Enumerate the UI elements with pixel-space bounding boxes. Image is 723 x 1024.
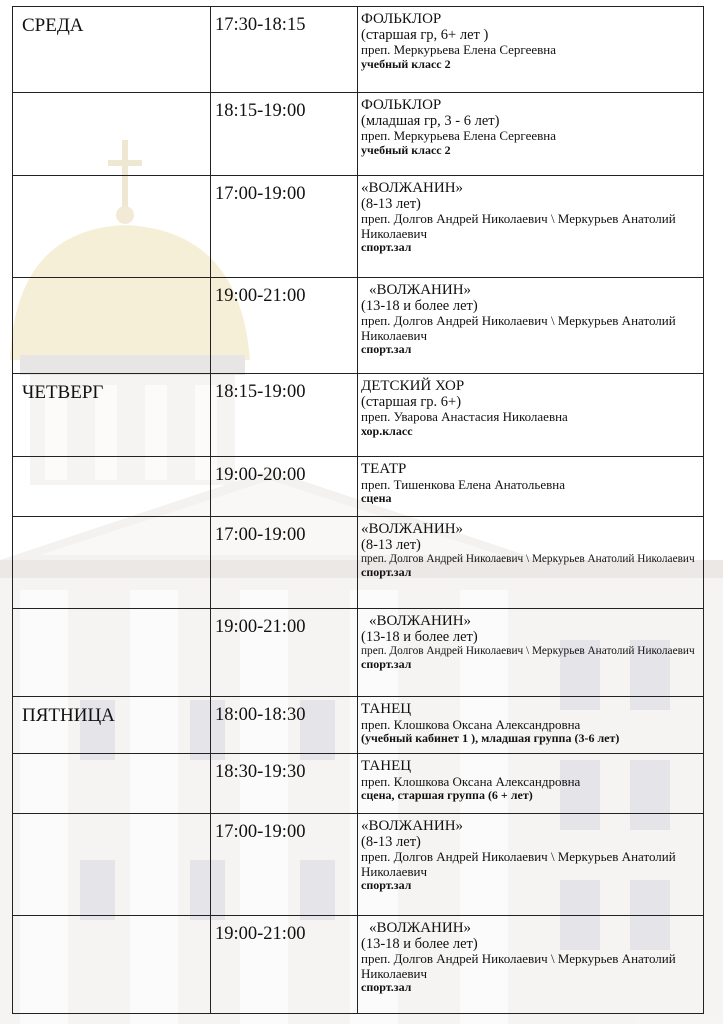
class-age: (13-18 и более лет) bbox=[361, 935, 478, 952]
time-cell bbox=[211, 7, 358, 93]
class-age: (8-13 лет) bbox=[361, 536, 421, 553]
day-label-friday: ПЯТНИЦА bbox=[22, 705, 115, 726]
class-title: «ВОЛЖАНИН» bbox=[369, 920, 472, 936]
table-row bbox=[13, 457, 704, 517]
class-room: учебный класс 2 bbox=[361, 142, 451, 157]
table-row bbox=[13, 517, 704, 609]
class-teacher: преп. Меркурьева Елена Сергеевна bbox=[361, 42, 556, 58]
class-teacher: преп. Уварова Анастасия Николаевна bbox=[361, 409, 568, 425]
class-teacher: преп. Долгов Андрей Николаевич \ Меркурьев Анатолий Николаевич bbox=[361, 211, 676, 241]
class-info-cell bbox=[358, 697, 704, 754]
class-age: (13-18 и более лет) bbox=[361, 297, 478, 314]
class-teacher: преп. Меркурьева Елена Сергеевна bbox=[361, 128, 556, 144]
class-info-cell bbox=[358, 814, 704, 916]
class-room: хор.класс bbox=[361, 423, 413, 438]
class-title: «ВОЛЖАНИН» bbox=[361, 180, 464, 196]
table-row bbox=[13, 697, 704, 754]
class-age: (13-18 и более лет) bbox=[361, 628, 478, 645]
class-info-cell bbox=[358, 278, 704, 374]
class-info-cell bbox=[358, 93, 704, 176]
class-title: ТАНЕЦ bbox=[361, 701, 412, 717]
class-age: (старшая гр, 6+ лет ) bbox=[361, 26, 489, 43]
class-room: (учебный кабинет 1 ), младшая группа (3-6 лет) bbox=[361, 730, 620, 745]
time-slot: 19:00-21:00 bbox=[215, 286, 306, 306]
day-cell bbox=[13, 7, 211, 93]
class-teacher: преп. Долгов Андрей Николаевич \ Меркурьев Анатолий Николаевич bbox=[361, 553, 695, 566]
class-teacher: преп. Клошкова Оксана Александровна bbox=[361, 773, 581, 789]
class-room: сцена, старшая группа (6 + лет) bbox=[361, 787, 533, 802]
day-cell bbox=[13, 754, 211, 814]
class-title: ДЕТСКИЙ ХОР bbox=[361, 378, 465, 394]
class-info-cell bbox=[358, 457, 704, 517]
time-slot: 18:30-19:30 bbox=[215, 762, 306, 782]
table-row bbox=[13, 278, 704, 374]
time-slot: 17:00-19:00 bbox=[215, 822, 306, 842]
time-slot: 18:15-19:00 bbox=[215, 101, 306, 121]
time-cell bbox=[211, 916, 358, 1014]
class-teacher: преп. Долгов Андрей Николаевич \ Меркурьев Анатолий Николаевич bbox=[361, 645, 695, 658]
class-room: учебный класс 2 bbox=[361, 56, 451, 71]
day-cell bbox=[13, 278, 211, 374]
time-slot: 19:00-21:00 bbox=[215, 924, 306, 944]
time-cell bbox=[211, 609, 358, 697]
class-age: (младшая гр, 3 - 6 лет) bbox=[361, 112, 500, 129]
day-cell bbox=[13, 916, 211, 1014]
class-teacher: преп. Долгов Андрей Николаевич \ Меркурьев Анатолий Николаевич bbox=[361, 313, 676, 343]
class-age: (8-13 лет) bbox=[361, 195, 421, 212]
day-label-wednesday: СРЕДА bbox=[22, 15, 84, 36]
class-room: спорт.зал bbox=[361, 564, 412, 579]
day-cell bbox=[13, 176, 211, 278]
class-teacher: преп. Клошкова Оксана Александровна bbox=[361, 716, 581, 732]
time-cell bbox=[211, 814, 358, 916]
class-title: ФОЛЬКЛОР bbox=[361, 11, 442, 27]
class-info-cell bbox=[358, 609, 704, 697]
class-teacher: преп. Тишенкова Елена Анатольевна bbox=[361, 476, 565, 492]
class-title: «ВОЛЖАНИН» bbox=[369, 613, 472, 629]
class-room: спорт.зал bbox=[361, 980, 412, 995]
class-room: сцена bbox=[361, 490, 392, 505]
table-row bbox=[13, 754, 704, 814]
class-title: ТЕАТР bbox=[361, 461, 407, 477]
time-cell bbox=[211, 697, 358, 754]
class-age: (8-13 лет) bbox=[361, 833, 421, 850]
table-row bbox=[13, 814, 704, 916]
class-room: спорт.зал bbox=[361, 656, 412, 671]
day-cell bbox=[13, 697, 211, 754]
day-cell bbox=[13, 609, 211, 697]
time-cell bbox=[211, 517, 358, 609]
day-cell bbox=[13, 93, 211, 176]
time-slot: 17:00-19:00 bbox=[215, 184, 306, 204]
time-cell bbox=[211, 457, 358, 517]
class-teacher: преп. Долгов Андрей Николаевич \ Меркурьев Анатолий Николаевич bbox=[361, 849, 676, 879]
class-title: «ВОЛЖАНИН» bbox=[369, 282, 472, 298]
day-label-thursday: ЧЕТВЕРГ bbox=[22, 382, 104, 403]
schedule-table bbox=[12, 6, 704, 1014]
table-row bbox=[13, 7, 704, 93]
table-row bbox=[13, 374, 704, 457]
time-slot: 19:00-20:00 bbox=[215, 465, 306, 485]
time-cell bbox=[211, 754, 358, 814]
class-title: «ВОЛЖАНИН» bbox=[361, 818, 464, 834]
time-slot: 18:15-19:00 bbox=[215, 382, 306, 402]
day-cell bbox=[13, 517, 211, 609]
class-teacher: преп. Долгов Андрей Николаевич \ Меркурьев Анатолий Николаевич bbox=[361, 951, 676, 981]
time-cell bbox=[211, 374, 358, 457]
time-cell bbox=[211, 278, 358, 374]
class-title: «ВОЛЖАНИН» bbox=[361, 521, 464, 537]
table-row bbox=[13, 916, 704, 1014]
day-cell bbox=[13, 814, 211, 916]
class-title: ФОЛЬКЛОР bbox=[361, 97, 442, 113]
class-info-cell bbox=[358, 754, 704, 814]
class-room: спорт.зал bbox=[361, 342, 412, 357]
time-slot: 17:30-18:15 bbox=[215, 15, 306, 35]
time-slot: 18:00-18:30 bbox=[215, 705, 306, 725]
table-row bbox=[13, 609, 704, 697]
time-cell bbox=[211, 176, 358, 278]
class-info-cell bbox=[358, 517, 704, 609]
class-room: спорт.зал bbox=[361, 878, 412, 893]
class-info-cell bbox=[358, 374, 704, 457]
day-cell bbox=[13, 374, 211, 457]
time-slot: 19:00-21:00 bbox=[215, 617, 306, 637]
table-row bbox=[13, 176, 704, 278]
class-info-cell bbox=[358, 176, 704, 278]
class-title: ТАНЕЦ bbox=[361, 758, 412, 774]
time-cell bbox=[211, 93, 358, 176]
class-info-cell bbox=[358, 7, 704, 93]
class-info-cell bbox=[358, 916, 704, 1014]
class-age: (старшая гр. 6+) bbox=[361, 393, 462, 410]
day-cell bbox=[13, 457, 211, 517]
table-row bbox=[13, 93, 704, 176]
class-room: спорт.зал bbox=[361, 240, 412, 255]
time-slot: 17:00-19:00 bbox=[215, 525, 306, 545]
